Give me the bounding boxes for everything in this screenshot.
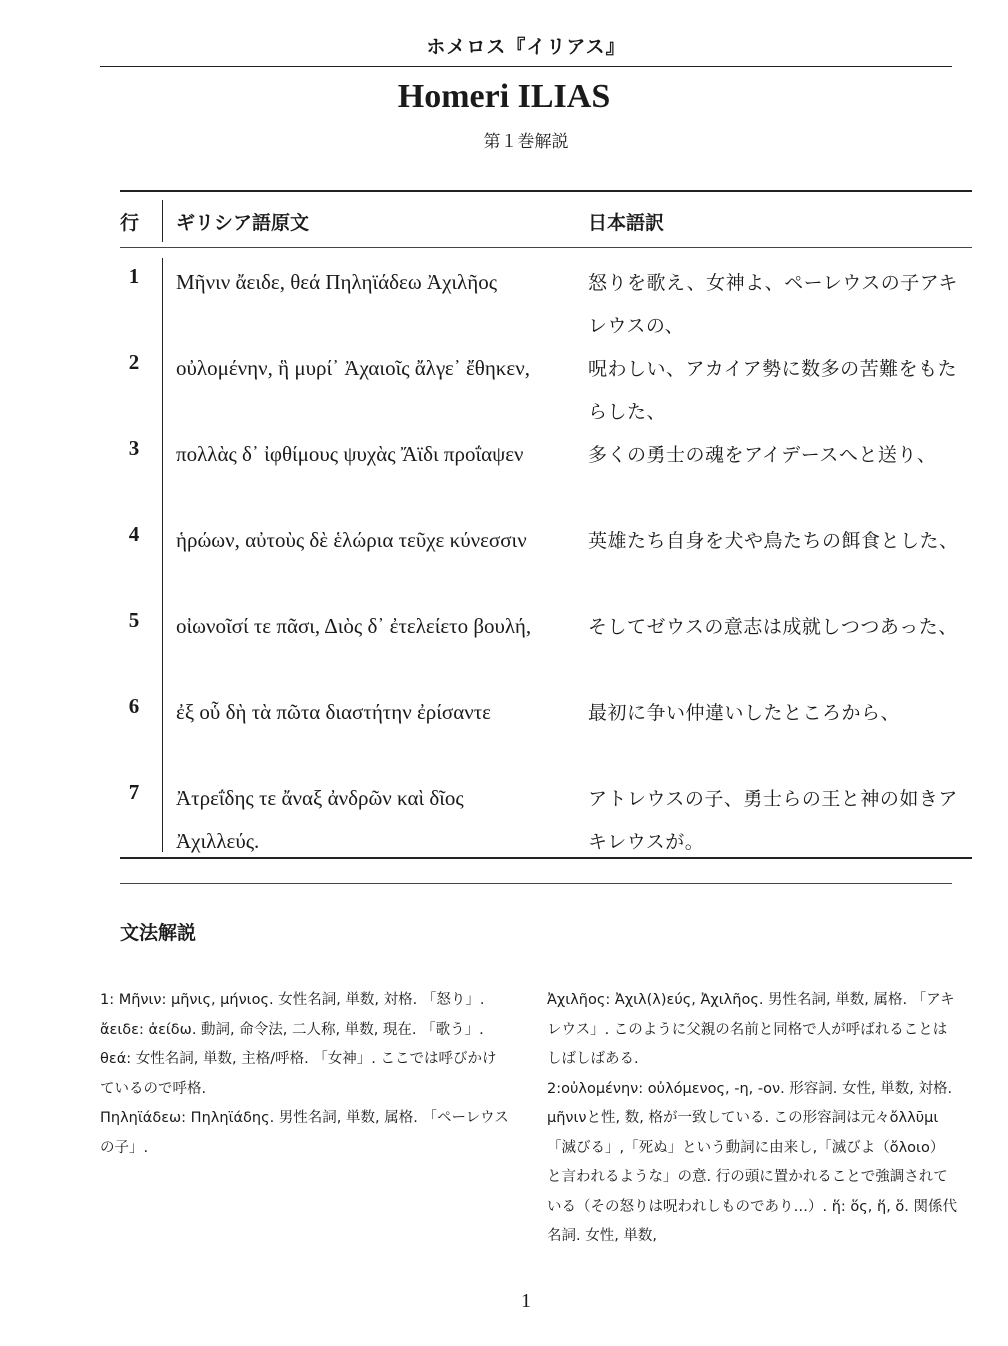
greek-text: οἰωνοῖσί τε πᾶσι, Διὸς δ᾽ ἐτελείετο βουλή, <box>176 614 532 638</box>
table-row <box>120 598 972 684</box>
greek-text: Μῆνιν ἄειδε, θεά Πηληϊάδεω Ἀχιλῆος <box>176 270 498 294</box>
grammar-note: 1: Μῆνιν: μῆνις, μήνιος. 女性名詞, 単数, 対格. 「怒り」. <box>100 992 485 1008</box>
grammar-note: Ἀχιλῆος: Ἀχιλ(λ)εύς, Ἀχιλῆος. 男性名詞, 単数, 属格. 「アキレウス」. このように父親の名前と同格で人が呼ばれることはしばしばある. <box>547 992 955 1067</box>
japanese-text: 怒りを歌え、女神よ、ペーレウスの子アキレウスの、 <box>588 272 958 337</box>
table-bottom-rule <box>120 857 972 859</box>
grammar-heading: 文法解説 <box>120 922 197 944</box>
greek-text: ἐξ οὗ δὴ τὰ πῶτα διαστήτην ἐρίσαντε <box>176 700 491 724</box>
greek-text: ἡρώων, αὐτοὺς δὲ ἑλώρια τεῦχε κύνεσσιν <box>176 528 527 552</box>
japanese-text: 呪わしい、アカイア勢に数多の苦難をもたらした、 <box>588 358 958 423</box>
japanese-text: 多くの勇士の魂をアイデースへと送り、 <box>588 444 937 466</box>
line-number: 4 <box>128 522 140 546</box>
line-number: 3 <box>128 436 140 460</box>
page-subtitle: 第１巻解説 <box>483 132 569 152</box>
table-row <box>120 340 972 426</box>
column-header-greek: ギリシア語原文 <box>176 212 310 234</box>
section-separator <box>120 883 952 884</box>
line-number: 1 <box>128 264 140 288</box>
greek-text: οὐλομένην, ἣ μυρί᾽ Ἀχαιοῖς ἄλγε᾽ ἔθηκεν, <box>176 356 530 380</box>
grammar-note: ἄειδε: ἀείδω. 動詞, 命令法, 二人称, 単数, 現在. 「歌う」. <box>100 1021 484 1038</box>
table-top-rule <box>120 190 972 192</box>
table-row <box>120 426 972 512</box>
japanese-text: そしてゼウスの意志は成就しつつあった、 <box>588 616 958 638</box>
grammar-note: θεά: 女性名詞, 単数, 主格/呼格. 「女神」. ここでは呼びかけているので呼格. <box>100 1051 497 1097</box>
line-number: 5 <box>128 608 140 632</box>
table-row <box>120 770 972 856</box>
table-row <box>120 684 972 770</box>
page-number: 1 <box>521 1290 531 1312</box>
line-number: 7 <box>128 780 140 804</box>
greek-text: πολλὰς δ᾽ ἰφθίμους ψυχὰς Ἄϊδι προΐαψεν <box>176 442 524 466</box>
header-divider <box>162 200 163 242</box>
page-title: Homeri ILIAS <box>397 78 611 115</box>
table-row <box>120 512 972 598</box>
line-number: 6 <box>128 694 140 718</box>
line-number: 2 <box>128 350 140 374</box>
column-header-japanese: 日本語訳 <box>588 212 665 234</box>
grammar-notes-right <box>547 986 957 1252</box>
japanese-text: 最初に争い仲違いしたところから、 <box>588 702 901 724</box>
header-rule <box>100 66 952 67</box>
running-head: ホメロス『イリアス』 <box>426 36 626 58</box>
greek-text: Ἀτρεΐδης τε ἄναξ ἀνδρῶν καὶ δῖος Ἀχιλλεύς. <box>176 786 464 853</box>
japanese-text: 英雄たち自身を犬や鳥たちの餌食とした、 <box>588 530 959 552</box>
table-row <box>120 254 972 340</box>
table-header-rule <box>120 247 972 248</box>
column-header-line: 行 <box>120 212 140 234</box>
grammar-note: Πηληϊάδεω: Πηληϊάδης. 男性名詞, 単数, 属格. 「ペーレウスの子」. <box>100 1110 509 1156</box>
grammar-notes-left <box>100 986 510 1163</box>
japanese-text: アトレウスの子、勇士らの王と神の如きアキレウスが。 <box>588 788 958 853</box>
grammar-note: 2:οὐλομένην: οὐλόμενος, -η, -ον. 形容詞. 女性, 単数, 対格. μῆνινと性, 数, 格が一致している. この形容詞は元々ὄλλῡμι「滅びる」,「死ぬ」という動詞に由来し,「滅びよ（ὄλοιο）と言われるような」の意. 行の頭に置かれることで強調されている（その怒りは呪われしものであり…）. ἥ: ὅς, ἥ, ὅ. 関係代名詞. 女性, 単数, <box>547 1080 957 1244</box>
